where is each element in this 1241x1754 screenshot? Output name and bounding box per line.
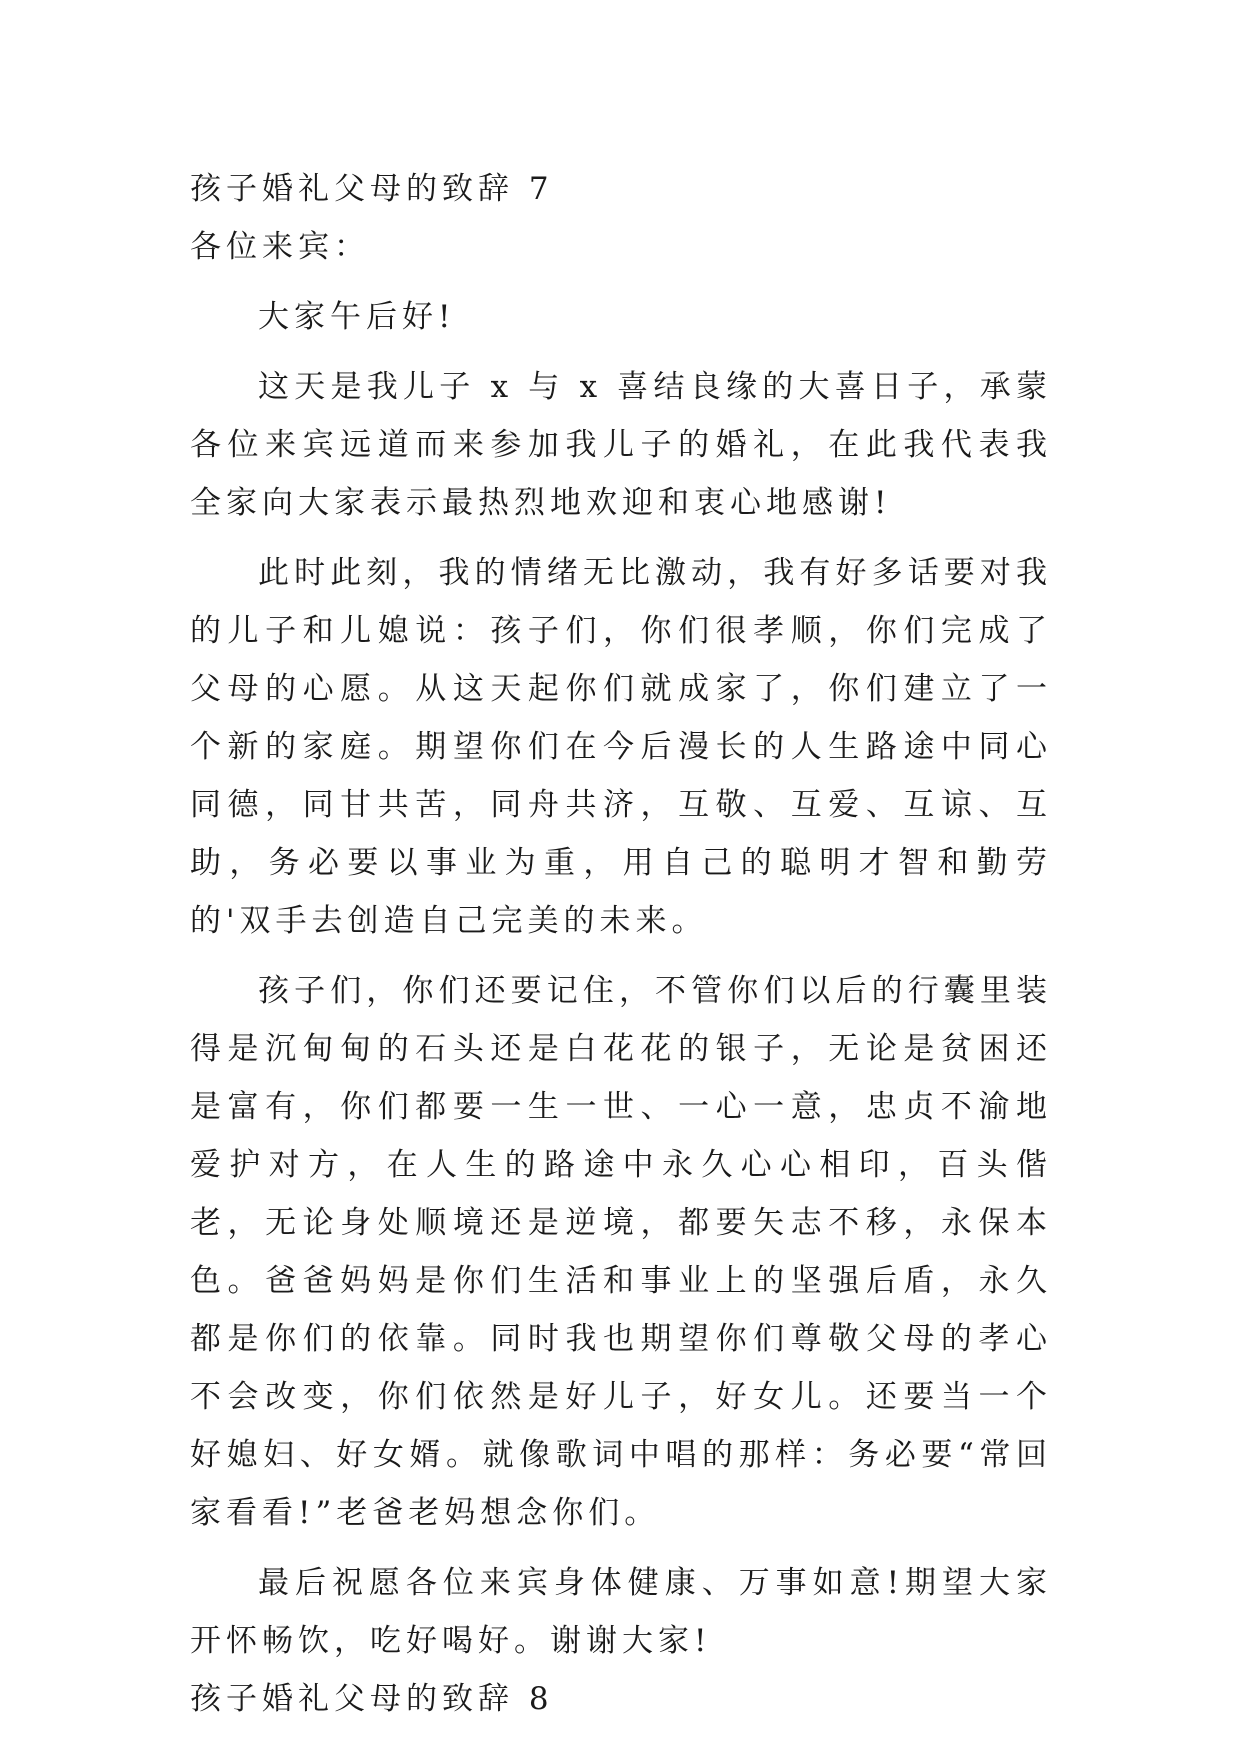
paragraph-message: 此时此刻，我的情绪无比激动，我有好多话要对我的儿子和儿媳说：孩子们，你们很孝顺，你们完成了父母的心愿。从这天起你们就成家了，你们建立了一个新的家庭。期望你们在今后漫长的人生路途中同心同德，同甘共苦，同舟共济，互敬、互爱、互谅、互助，务必要以事业为重，用自己的聪明才智和勤劳的'双手去创造自己完美的未来。 (190, 555, 1052, 939)
paragraph-advice: 孩子们，你们还要记住，不管你们以后的行囊里装得是沉甸甸的石头还是白花花的银子，无论是贫困还是富有，你们都要一生一世、一心一意，忠贞不渝地爱护对方，在人生的路途中永久心心相印，百头偕老，无论身处顺境还是逆境，都要矢志不移，永保本色。爸爸妈妈是你们生活和事业上的坚强后盾，永久都是你们的依靠。同时我也期望你们尊敬父母的孝心不会改变，你们依然是好儿子，好女儿。还要当一个好媳妇、好女婿。就像歌词中唱的那样：务必要“常回家看看!”老爸老妈想念你们。 (190, 973, 1052, 1531)
document-body (190, 160, 1052, 1728)
salutation: 各位来宾： (190, 229, 370, 265)
section-8-title: 孩子婚礼父母的致辞 8 (190, 1681, 554, 1717)
paragraph-welcome: 这天是我儿子 x 与 x 喜结良缘的大喜日子，承蒙各位来宾远道而来参加我儿子的婚礼，在此我代表我全家向大家表示最热烈地欢迎和衷心地感谢! (190, 369, 1052, 521)
section-7-title: 孩子婚礼父母的致辞 7 (190, 171, 554, 207)
paragraph-closing: 最后祝愿各位来宾身体健康、万事如意!期望大家开怀畅饮，吃好喝好。谢谢大家! (190, 1565, 1052, 1659)
paragraph-greeting: 大家午后好! (258, 299, 456, 335)
